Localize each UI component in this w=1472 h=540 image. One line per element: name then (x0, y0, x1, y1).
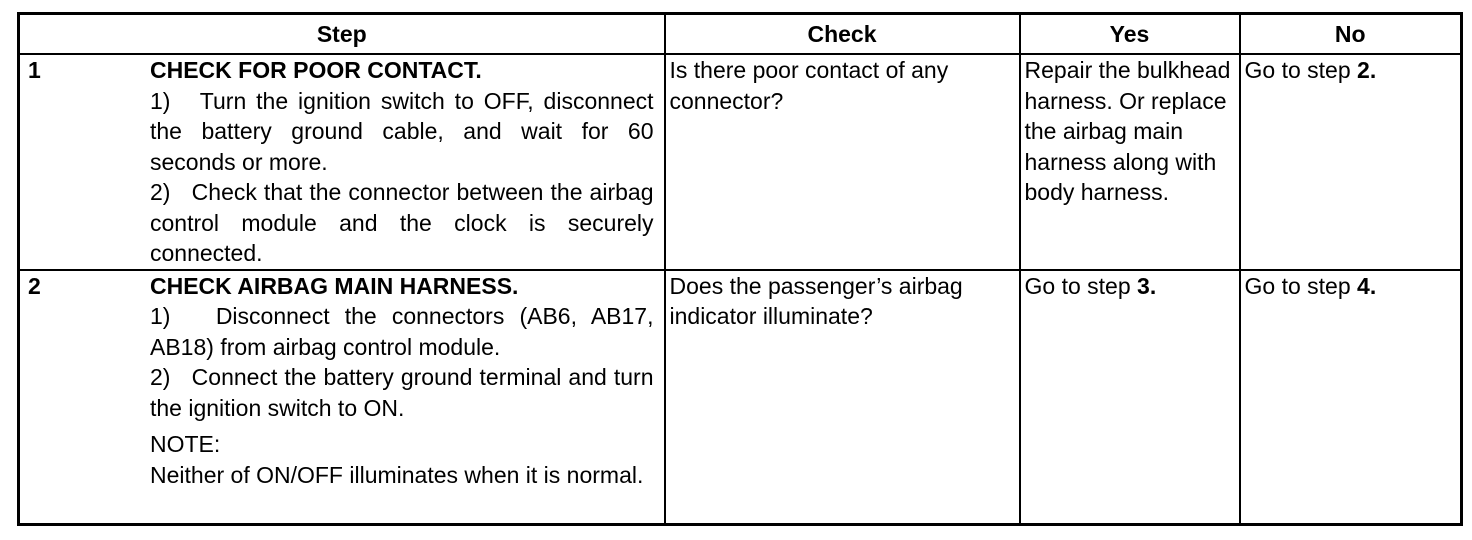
step-instruction: 1) Turn the ignition switch to OFF, disconnect the battery ground cable, and wait for 60 seconds or more. (150, 87, 654, 175)
step-number: 2 (28, 272, 41, 299)
check-cell: Does the passenger’s airbag indicator illuminate? (665, 270, 1020, 525)
step-cell (19, 270, 665, 525)
step-title: CHECK FOR POOR CONTACT. (150, 57, 482, 83)
note-text: Neither of ON/OFF illuminates when it is normal. (150, 461, 644, 488)
step-description (150, 271, 660, 491)
header-check: Check (665, 14, 1020, 55)
header-row (19, 14, 1462, 55)
yes-step-ref: 3 (1137, 272, 1150, 299)
step-description (150, 55, 660, 269)
no-period: . (1369, 57, 1377, 83)
yes-cell: Repair the bulkhead harness. Or replace the airbag main harness along with body harness. (1020, 54, 1240, 270)
no-step-ref: 2 (1357, 57, 1370, 83)
check-cell: Is there poor contact of any connector? (665, 54, 1020, 270)
step-title: CHECK AIRBAG MAIN HARNESS. (150, 272, 519, 299)
diagnostic-table (17, 12, 1463, 526)
yes-cell (1020, 270, 1240, 525)
note-label: NOTE: (150, 431, 221, 457)
header-step: Step (19, 14, 665, 55)
no-text: Go to step (1244, 272, 1358, 299)
no-cell (1240, 270, 1462, 525)
yes-text: Go to step (1024, 272, 1138, 299)
header-yes: Yes (1020, 14, 1240, 55)
step-instruction: 1) Disconnect the connectors (AB6, AB17, AB18) from airbag control module. (150, 303, 654, 360)
step-number: 1 (28, 57, 41, 83)
table-row (19, 270, 1462, 525)
no-cell (1240, 54, 1462, 270)
no-period: . (1369, 272, 1377, 299)
step-cell (19, 54, 665, 270)
step-instruction: 2) Check that the connector between the airbag control module and the clock is securely connected. (150, 179, 654, 266)
yes-period: . (1149, 272, 1157, 299)
no-step-ref: 4 (1357, 272, 1370, 299)
header-no: No (1240, 14, 1462, 55)
step-instruction: 2) Connect the battery ground terminal and turn the ignition switch to ON. (150, 364, 654, 421)
table-row (19, 54, 1462, 270)
no-text: Go to step (1244, 57, 1358, 83)
